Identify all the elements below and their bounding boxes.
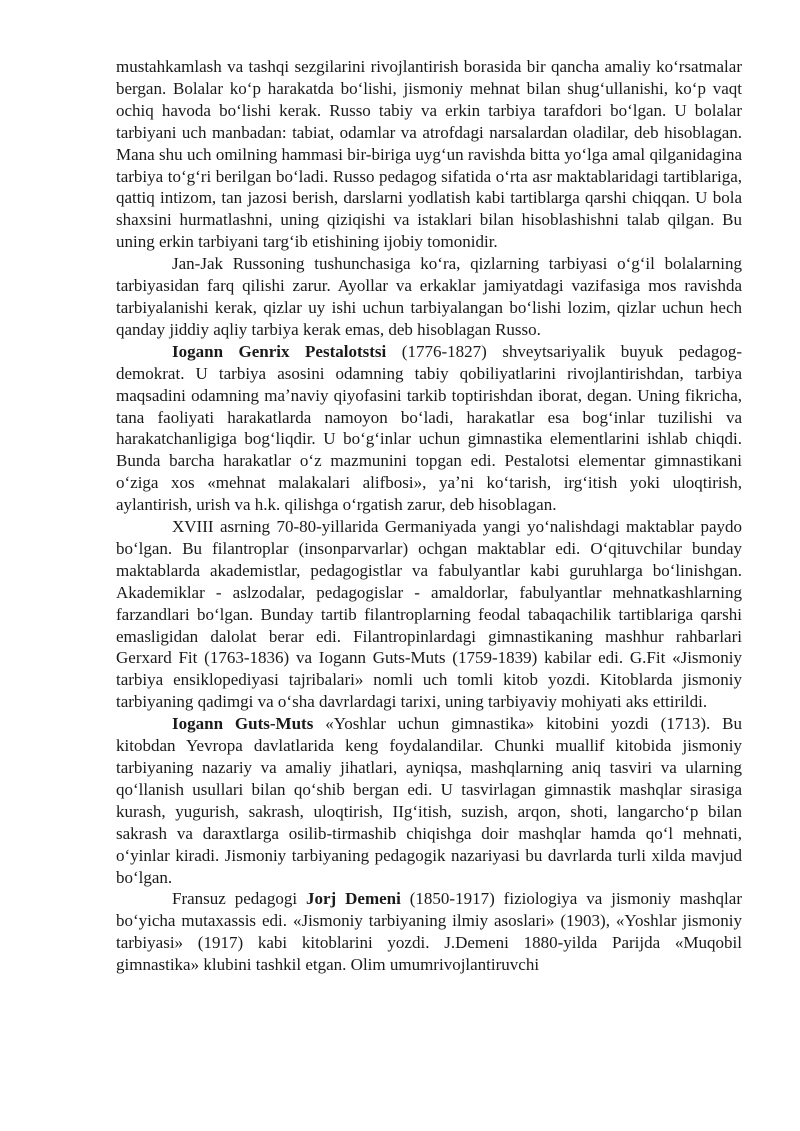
paragraph-3 <box>116 341 742 516</box>
paragraph-text: XVIII asrning 70-80-yillarida Germaniyada yangi yoʻnalishdagi maktablar paydo boʻlgan. Bu filantroplar (insonparvarlar) ochgan maktablar edi. Oʻqituvchilar bunday maktablarda akademistlar, pedagogistlar va fabulyantlar kabi guruhlarga boʻlinishgan. Akademiklar - aslzodalar, pedagogislar - amaldorlar, fabulyantlar mehnatkashlarning farzandlari boʻlgan. Bunday tartib filantroplarning feodal tabaqachilik tartiblariga qarshi emasligidan dalolat berar edi. Filantropinlardagi gimnastikaning mashhur rahbarlari Gerxard Fit (1763-1836) va Iogann Guts-Muts (1759-1839) kabilar edi. G.Fit «Jismoniy tarbiya ensiklopediyasi tajribalari» nomli uch tomli kitob yozdi. Kitoblarda jismoniy tarbiyaning qadimgi va oʻsha davrlardagi tarixi, uning tarbiyaviy mohiyati aks ettirildi. <box>116 517 742 712</box>
paragraph-4 <box>116 516 742 713</box>
paragraph-2 <box>116 253 742 341</box>
paragraph-text: «Yoshlar uchun gimnastika» kitobini yozdi (1713). Bu kitobdan Yevropa davlatlarida keng foydalandilar. Chunki muallif kitobida jismoniy tarbiyaning nazariy va amaliy jihatlari, ayniqsa, mashqlarning aniq tasviri va ularning qoʻllanish usullari bilan qoʻshib bergan edi. U tasvirlagan gimnastik mashqlar sirasiga kurash, yugurish, sakrash, uloqtirish, IIgʻitish, suzish, arqon, shoti, langarchoʻp bilan sakrash va daraxtlarga osilib-tirmashib chiqishga doir mashqlar hamda qoʻl mehnati, oʻyinlar kiradi. Jismoniy tarbiyaning pedagogik nazariyasi bu davrlarda turli xilda mavjud boʻlgan. <box>116 714 742 887</box>
paragraph-text: Jan-Jak Russoning tushunchasiga koʻra, qizlarning tarbiyasi oʻgʻil bolalarning tarbiyasidan farq qilishi zarur. Ayollar va erkaklar jamiyatdagi vazifasiga mos ravishda tarbiyalanishi kerak, qizlar uy ishi uchun tarbiyalangan boʻlishi lozim, qizlar uchun hech qanday jiddiy aqliy tarbiya kerak emas, deb hisoblagan Russo. <box>116 254 742 339</box>
person-name-guts-muts: Iogann Guts-Muts <box>172 714 314 734</box>
body-text <box>116 56 742 976</box>
person-name-demeni: Jorj Demeni <box>306 889 401 909</box>
paragraph-text: Fransuz pedagogi <box>172 889 306 909</box>
paragraph-text: (1776-1827) shveytsariyalik buyuk pedagog-demokrat. U tarbiya asosini odamning tabiy qobiliyatlarini rivojlantirishdan, tarbiya maqsadini odamning maʼnaviy qiyofasini tarkib toptirishdan iborat, degan. Uning fikricha, tana faoliyati harakatlarda namoyon boʻladi, harakatlar esa bogʻinlar tuzilishi va harakatchanligiga bogʻliqdir. U boʻgʻinlar uchun gimnastika elementlarini ishlab chiqdi. Bunda barcha harakatlar oʻz mazmunini topgan edi. Pestalotsi elementar gimnastikani oʻziga xos «mehnat malakalari alifbosi», yaʼni koʻtarish, irgʻitish yoki uloqtirish, aylantirish, urish va h.k. qilishga oʻrgatish zarur, deb hisoblagan. <box>116 341 742 515</box>
person-name-pestalozzi: Iogann Genrix Pestalotstsi <box>172 341 387 361</box>
paragraph-5 <box>116 713 742 888</box>
paragraph-text: (1850-1917) fiziologiya va jismoniy mashqlar boʻyicha mutaxassis edi. «Jismoniy tarbiyaning ilmiy asoslari» (1903), «Yoshlar jismoniy tarbiyasi» (1917) kabi kitoblarini yozdi. J.Demeni 1880-yilda Parijda «Muqobil gimnastika» klubini tashkil etgan. Olim umumrivojlantiruvchi <box>116 889 742 975</box>
paragraph-1 <box>116 56 742 253</box>
paragraph-6 <box>116 888 742 976</box>
paragraph-text: mustahkamlash va tashqi sezgilarini rivojlantirish borasida bir qancha amaliy koʻrsatmalar bergan. Bolalar koʻp harakatda boʻlishi, jismoniy mehnat bilan shugʻullanishi, koʻp vaqt ochiq havoda boʻlishi kerak. Russo tabiy va erkin tarbiya tarafdori boʻlgan. U bolalar tarbiyani uch manbadan: tabiat, odamlar va atrofdagi narsalardan oladilar, deb hisoblagan. Mana shu uch omilning hammasi bir-biriga uygʻun ravishda bitta yoʻlga amal qilganidagina tarbiya toʻgʻri berilgan boʻladi. Russo pedagog sifatida oʻrta asr maktablaridagi tartiblariga, qattiq intizom, tan jazosi berish, darslarni yodlatish kabi tartiblarga qarshi chiqqan. U bola shaxsini hurmatlashni, uning qiziqishi va istaklari bilan hisoblashishni talab qilgan. Bu uning erkin tarbiyani targʻib etishining ijobiy tomonidir. <box>116 57 742 252</box>
